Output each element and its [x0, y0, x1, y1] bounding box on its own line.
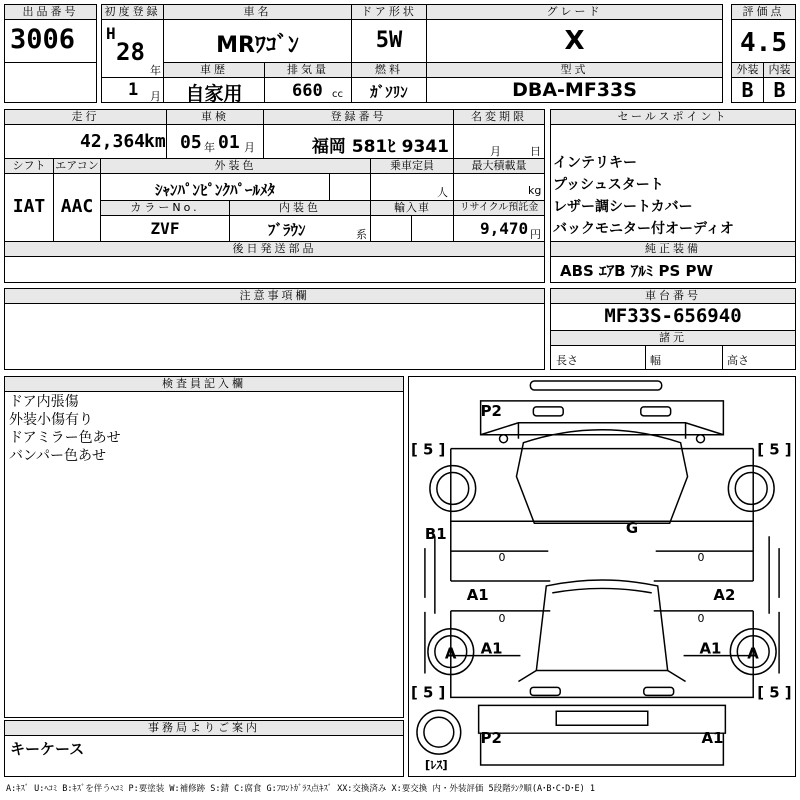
- displacement-label: 排気量: [264, 62, 352, 78]
- specs-label: 諸元: [550, 330, 796, 346]
- fuel: ｶﾞｿﾘﾝ: [370, 83, 408, 101]
- door-handle-mark: 0: [697, 551, 705, 565]
- displacement-unit: cc: [332, 89, 343, 100]
- first-reg-year: 28: [116, 38, 145, 66]
- name-change-month: 月: [490, 145, 501, 158]
- max-load-label: 最大積載量: [453, 158, 545, 174]
- inspector-note: ドア内張傷: [9, 394, 79, 410]
- sales-points-label: セールスポイント: [550, 109, 796, 125]
- damage-a2-right-door: A2: [713, 585, 736, 604]
- car-outline: [417, 381, 779, 765]
- displacement: 660: [292, 81, 323, 101]
- lot-label: 出品番号: [4, 4, 97, 20]
- model: DBA-MF33S: [512, 79, 637, 101]
- spec-length: 長さ: [556, 354, 578, 367]
- recycle-unit: 円: [530, 228, 541, 241]
- damage-p2-front: P2: [480, 401, 502, 420]
- import-box-a: [370, 215, 412, 242]
- capacity-unit: 人: [437, 186, 448, 199]
- ext-color-extra-box: [329, 173, 371, 201]
- first-reg-label: 初度登録: [101, 4, 164, 20]
- damage-g-windshield: G: [625, 519, 639, 538]
- damage-a-right-wheel: A: [747, 644, 759, 663]
- history: 自家用: [185, 83, 243, 105]
- damage-b1-left: B1: [424, 525, 447, 544]
- damage-a1-rear-left: A1: [480, 639, 503, 658]
- era: H: [106, 24, 116, 43]
- int-color-label: 内装色: [229, 200, 371, 216]
- car-name: MRﾜｺﾞﾝ: [216, 33, 299, 58]
- mileage: 42,364: [80, 131, 146, 152]
- door-handle-mark: 0: [697, 611, 705, 625]
- inspection-month: 01: [218, 132, 240, 153]
- spare-tire-label: [ﾚｽ]: [424, 758, 448, 773]
- car-name-label: 車名: [163, 4, 352, 20]
- int-score-label: 内装: [763, 62, 796, 78]
- mileage-unit: km: [144, 131, 166, 152]
- sales-point: レザー調シートカバー: [553, 199, 693, 215]
- damage-a-left-wheel: A: [444, 644, 457, 663]
- month-unit: 月: [150, 90, 161, 103]
- year-unit: 年: [150, 64, 161, 77]
- ext-score: B: [741, 78, 754, 102]
- car-damage-diagram: [408, 376, 796, 777]
- inspection-label: 車検: [166, 109, 264, 125]
- damage-a1-rear-right: A1: [699, 639, 722, 658]
- ext-color-label: 外装色: [100, 158, 371, 174]
- max-load-unit: kg: [528, 184, 542, 197]
- door-type: 5W: [375, 28, 403, 53]
- sales-point: バックモニター付オーディオ: [553, 221, 734, 237]
- name-change-label: 名変期限: [453, 109, 545, 125]
- import-label: 輸入車: [370, 200, 454, 216]
- history-label: 車歴: [163, 62, 265, 78]
- capacity-label: 乗車定員: [370, 158, 454, 174]
- ext-color: ｼｬﾝﾊﾟﾝﾋﾟﾝｸﾊﾟｰﾙﾒﾀ: [154, 181, 275, 199]
- legend: A:ｷｽﾞ U:ﾍｺﾐ B:ｷｽﾞを伴うﾍｺﾐ P:要塗装 W:補修跡 S:錆 C:腐食 G:ﾌﾛﾝﾄｶﾞﾗｽ点ｷｽﾞ XX:交換済み X:要交換 内・外装評価 5段階ﾗﾝｸ順(A･B･C･D･E) 1: [6, 784, 595, 794]
- shift-label: シフト: [4, 158, 54, 174]
- inspection-year: 05: [180, 132, 202, 153]
- damage-a1-left-door: A1: [466, 585, 489, 604]
- recycle-label: リサイクル預託金: [453, 200, 545, 216]
- shift: IAT: [12, 196, 46, 217]
- inspector-note: 外装小傷有り: [9, 412, 93, 428]
- mileage-label: 走行: [4, 109, 167, 125]
- door-label: ドア形状: [351, 4, 427, 20]
- import-box-b: [411, 215, 454, 242]
- tire-rear-left: [ 5 ]: [410, 683, 446, 702]
- chassis-label: 車台番号: [550, 288, 796, 304]
- fuel-label: 燃料: [351, 62, 427, 78]
- ext-score-label: 外装: [731, 62, 764, 78]
- sales-point: インテリキー: [553, 155, 637, 171]
- recycle-fee: 9,470: [480, 219, 529, 238]
- notes-box: [4, 303, 545, 370]
- later-parts-label: 後日発送部品: [4, 241, 545, 257]
- inspector-note: ドアミラー色あせ: [9, 430, 121, 446]
- score: 4.5: [740, 28, 787, 58]
- later-parts-box: [4, 256, 545, 283]
- chassis-number: MF33S-656940: [604, 305, 742, 327]
- office-label: 事務局よりご案内: [4, 720, 404, 736]
- aircon-label: エアコン: [53, 158, 101, 174]
- tire-front-right: [ 5 ]: [757, 440, 792, 459]
- lot-number: 3006: [10, 24, 76, 55]
- aircon: AAC: [60, 196, 94, 217]
- inspector-note: バンパー色あせ: [9, 448, 107, 464]
- damage-a1-rear: A1: [701, 729, 724, 748]
- notes-label: 注意事項欄: [4, 288, 545, 304]
- plate-number: 福岡 581ﾋ 9341: [311, 137, 449, 157]
- color-no-label: カラーNo.: [100, 200, 230, 216]
- plate-label: 登録番号: [263, 109, 454, 125]
- score-label: 評価点: [731, 4, 796, 20]
- int-color-suffix: 系: [356, 228, 367, 241]
- tire-front-left: [ 5 ]: [410, 440, 446, 459]
- door-handle-mark: 0: [498, 611, 506, 625]
- inspector-label: 検査員記入欄: [4, 376, 404, 392]
- door-handle-mark: 0: [498, 551, 506, 565]
- color-no: ZVF: [150, 219, 180, 238]
- lot-empty-box: [4, 62, 97, 103]
- inspection-month-unit: 月: [244, 141, 255, 154]
- int-score: B: [773, 78, 786, 102]
- spec-width: 幅: [650, 354, 661, 367]
- tire-rear-right: [ 5 ]: [757, 683, 792, 702]
- damage-p2-rear: P2: [480, 729, 502, 748]
- grade: X: [564, 26, 585, 56]
- name-change-day: 日: [530, 145, 541, 158]
- genuine-label: 純正装備: [550, 241, 796, 257]
- sales-point: プッシュスタート: [553, 177, 664, 193]
- model-label: 型式: [426, 62, 723, 78]
- genuine-equipment: ABS ｴｱB ｱﾙﾐ PS PW: [560, 262, 714, 280]
- spec-height: 高さ: [727, 354, 749, 367]
- office-note: キーケース: [10, 740, 85, 758]
- grade-label: グレード: [426, 4, 723, 20]
- first-reg-month: 1: [128, 80, 139, 100]
- inspection-year-unit: 年: [204, 141, 215, 154]
- int-color: ﾌﾞﾗｳﾝ: [268, 221, 306, 239]
